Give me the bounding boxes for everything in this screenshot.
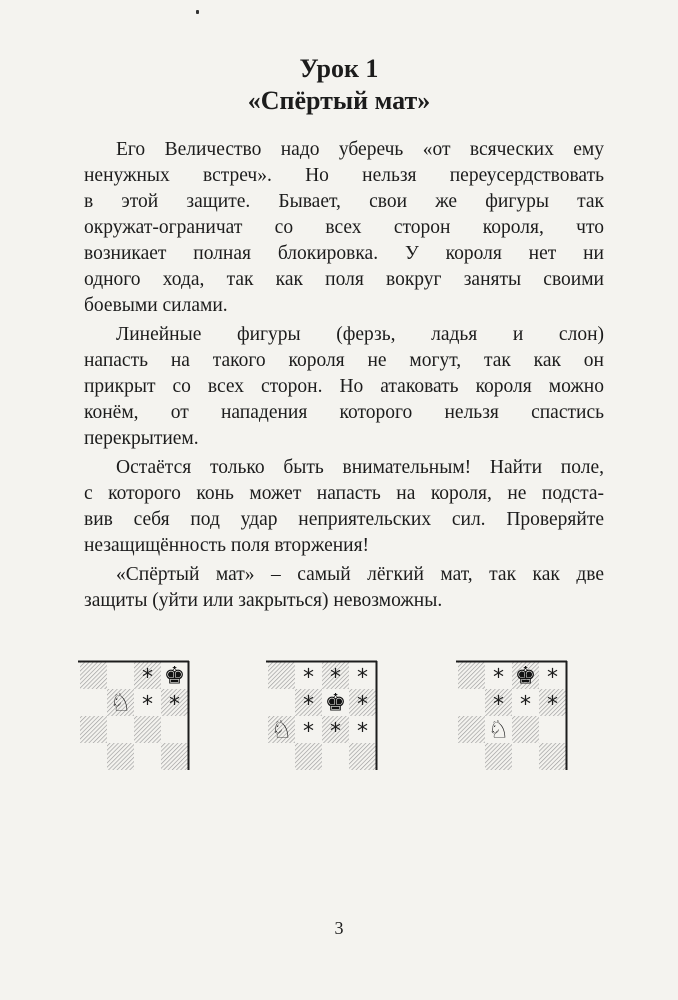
lesson-number: Урок 1 bbox=[299, 54, 379, 83]
light-square bbox=[268, 689, 295, 716]
white-knight-icon: ♘ bbox=[270, 715, 293, 744]
light-square bbox=[107, 716, 134, 743]
page-number: 3 bbox=[334, 918, 344, 938]
dark-square bbox=[80, 716, 107, 743]
dark-square bbox=[80, 662, 107, 689]
chess-diagram-2 bbox=[266, 660, 382, 776]
blocked-square-mark: * bbox=[142, 692, 153, 718]
light-square bbox=[134, 743, 161, 770]
blocked-square-mark: * bbox=[330, 719, 341, 745]
dark-square bbox=[485, 743, 512, 770]
dark-square bbox=[539, 743, 566, 770]
lesson-title: «Спёртый мат» bbox=[247, 86, 431, 115]
white-knight-icon: ♘ bbox=[487, 715, 510, 744]
blocked-square-mark: * bbox=[493, 692, 504, 718]
dark-square bbox=[349, 743, 376, 770]
blocked-square-mark: * bbox=[303, 692, 314, 718]
blocked-square-mark: * bbox=[520, 692, 531, 718]
light-square bbox=[458, 689, 485, 716]
text-line: боевыми силами. bbox=[84, 295, 228, 316]
blocked-square-mark: * bbox=[357, 692, 368, 718]
dark-square bbox=[295, 743, 322, 770]
chess-diagram-1 bbox=[78, 660, 194, 776]
light-square bbox=[458, 743, 485, 770]
blocked-square-mark: * bbox=[303, 719, 314, 745]
text-line: защиты (уйти или закрыться) невозможны. bbox=[84, 590, 443, 611]
text-line: в этой защите. Бывает, свои же фигуры так bbox=[84, 191, 604, 212]
blocked-square-mark: * bbox=[547, 692, 558, 718]
blocked-square-mark: * bbox=[547, 665, 558, 691]
text-line: прикрыт со всех сторон. Но атаковать короля можно bbox=[84, 376, 604, 397]
text-line: Остаётся только быть внимательным! Найти поле, bbox=[116, 457, 604, 478]
dark-square bbox=[458, 662, 485, 689]
black-king-icon: ♚ bbox=[324, 688, 347, 717]
print-speck bbox=[196, 10, 199, 14]
dark-square bbox=[512, 716, 539, 743]
dark-square bbox=[268, 662, 295, 689]
blocked-square-mark: * bbox=[169, 692, 180, 718]
light-square bbox=[107, 662, 134, 689]
blocked-square-mark: * bbox=[357, 719, 368, 745]
text-line: незащищённость поля вторжения! bbox=[84, 535, 370, 556]
text-line: ненужных встреч». Но нельзя переусердствовать bbox=[84, 165, 604, 186]
text-line: Линейные фигуры (ферзь, ладья и слон) bbox=[116, 324, 604, 345]
blocked-square-mark: * bbox=[330, 665, 341, 691]
light-square bbox=[268, 743, 295, 770]
light-square bbox=[539, 716, 566, 743]
dark-square bbox=[458, 716, 485, 743]
chess-diagram-3 bbox=[456, 660, 572, 776]
dark-square bbox=[107, 743, 134, 770]
light-square bbox=[512, 743, 539, 770]
light-square bbox=[161, 716, 188, 743]
blocked-square-mark: * bbox=[303, 665, 314, 691]
text-line: возникает полная блокировка. У короля нет ни bbox=[84, 243, 604, 264]
text-line: вив себя под удар неприятельских сил. Проверяйте bbox=[84, 509, 604, 530]
white-knight-icon: ♘ bbox=[109, 688, 132, 717]
blocked-square-mark: * bbox=[142, 665, 153, 691]
blocked-square-mark: * bbox=[357, 665, 368, 691]
text-line: Его Величество надо уберечь «от всяческих ему bbox=[116, 139, 604, 160]
light-square bbox=[80, 743, 107, 770]
dark-square bbox=[134, 716, 161, 743]
text-line: с которого конь может напасть на короля, не подста- bbox=[84, 483, 604, 504]
text-line: напасть на такого короля не могут, так как он bbox=[84, 350, 604, 371]
light-square bbox=[80, 689, 107, 716]
text-line: одного хода, так как поля вокруг заняты своими bbox=[84, 269, 604, 290]
dark-square bbox=[161, 743, 188, 770]
black-king-icon: ♚ bbox=[514, 661, 537, 690]
text-line: «Спёртый мат» – самый лёгкий мат, так как две bbox=[116, 564, 604, 585]
black-king-icon: ♚ bbox=[163, 661, 186, 690]
text-line: окружат-ограничат со всех сторон короля, что bbox=[84, 217, 604, 238]
text-line: перекрытием. bbox=[84, 428, 199, 449]
text-line: конём, от нападения которого нельзя спастись bbox=[84, 402, 604, 423]
light-square bbox=[322, 743, 349, 770]
blocked-square-mark: * bbox=[493, 665, 504, 691]
